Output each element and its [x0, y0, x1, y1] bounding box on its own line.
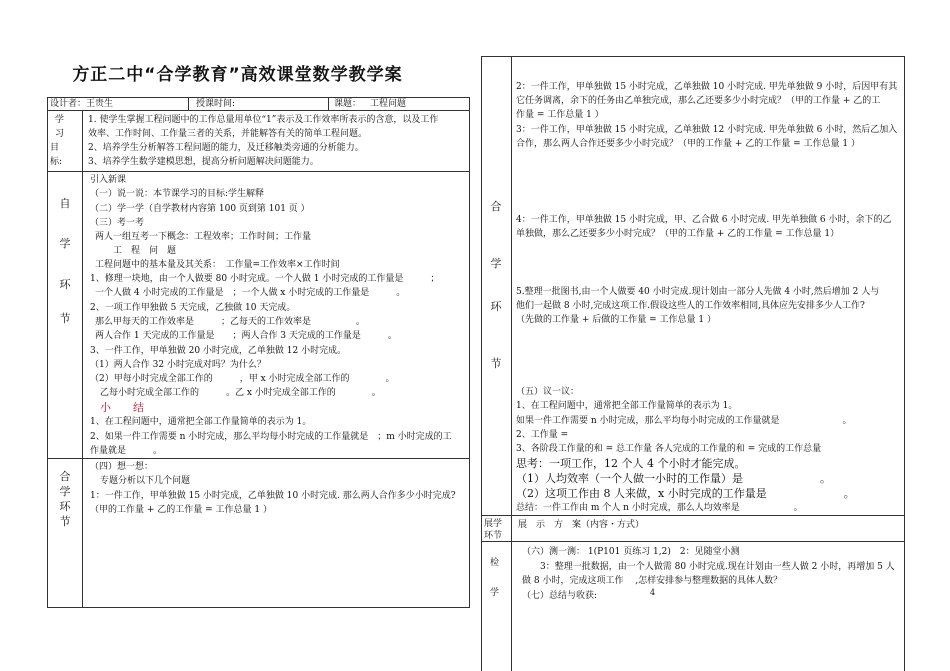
- coop-right-line: （先做的工作量 + 后做的工作量 = 工作总量 1 ）: [516, 315, 716, 325]
- self-study-line: 2、如果一件工作需要 n 小时完成，那么平均每小时完成的工作量就是 ；m 小时完成的工: [90, 432, 452, 442]
- summary-heading: 小 结: [100, 401, 144, 414]
- self-study-line: 乙每小时完成全部工作的 。乙 x 小时完成全部工作的 。: [100, 388, 381, 398]
- coop-right-line: 合作，那么两人合作还要多少小时完成？（甲的工作量 + 乙的工作量 = 工作总量 1 ）: [516, 139, 860, 149]
- coop-line: （甲的工作量 + 乙的工作量 = 工作总量 1 ）: [90, 505, 272, 515]
- self-study-line: 工 程 问 题: [113, 246, 177, 256]
- topic-value: 工程问题: [370, 99, 407, 109]
- coop-right-line: 2：一件工作，甲单独做 15 小时完成，乙单独做 10 小时完成. 甲先单独做 9 小时，后因甲有其: [516, 82, 898, 92]
- goals-label-4: 标:: [50, 157, 63, 167]
- show-label-1: 展学: [484, 519, 503, 529]
- self-study-line: 两人合作 1 天完成的工作量是 ；两人合作 3 天完成的工作量是 。: [95, 331, 397, 341]
- self-study-label-4: 节: [59, 312, 71, 325]
- self-study-label-1: 自: [59, 197, 71, 210]
- coop-right-line: 思考：一项工作，12 个人 4 个小时才能完成。: [516, 457, 746, 470]
- self-study-line: 1、修理一块地，由一个人做要 80 小时完成。一个人做 1 小时完成的工作量是 ；: [90, 274, 440, 284]
- coop-right-line: 1、在工程问题中，通常把全部工作量简单的表示为 1。: [516, 401, 738, 411]
- page-number: 4: [650, 588, 656, 597]
- coop-label-2: 学: [59, 485, 71, 498]
- self-study-line: 一个人做 4 小时完成的工作量是 ；一个人做 x 小时完成的工作量是 。: [95, 288, 406, 298]
- coop-right-line: 5.整理一批图书,由一个人做要 40 小时完成.现计划由一部分人先做 4 小时,然后增加 2 人与: [516, 287, 880, 297]
- goal-line: 效率、工作时间、工作量三者的关系，并能解答有关的简单工程问题。: [88, 129, 368, 139]
- goal-line: 1. 使学生掌握工程问题中的工作总量用单位“1”表示及工作效率所表示的含意，以及工作: [88, 115, 439, 125]
- coop-label-1: 合: [59, 470, 71, 483]
- goals-label-2: 习: [55, 129, 65, 139]
- self-study-line: 作量就是 。: [90, 446, 163, 456]
- self-study-line: 两人一组互考一下概念：工程效率；工作时间；工作量: [95, 232, 312, 242]
- goals-label-3: 目: [50, 143, 60, 153]
- coop-right-line: （1）人均效率（一个人做一小时的工作量）是 。: [516, 472, 831, 485]
- topic-label: 课题：: [334, 99, 362, 109]
- self-study-line: 工程问题中的基本量及其关系： 工作量=工作效率×工作时间: [95, 260, 340, 270]
- coop-right-line: 他们一起做 8 小时,完成这项工作.假设这些人的工作效率相同,具体应先安排多少人工作?: [516, 301, 865, 311]
- self-study-line: （一）说一说：本节课学习的目标:学生解释: [90, 189, 265, 199]
- coop-label-3: 环: [59, 500, 71, 513]
- coop-line: 专题分析以下几个问题: [100, 476, 191, 486]
- teaching-time-field: 授课时间:: [196, 99, 236, 109]
- check-line: （七）总结与收获:: [522, 591, 598, 601]
- coop-right-line: 3、各阶段工作量的和 = 总工作量 各人完成的工作量的和 = 完成的工作总量: [516, 444, 822, 454]
- coop-right-label-1: 合: [490, 200, 502, 213]
- coop-right-line: 单独做，那么乙还要多少小时完成？（甲的工作量 + 乙的工作量 = 工作总量 1）: [516, 229, 840, 239]
- check-line: 做 8 小时，完成这项工作 ,怎样安排参与整理数据的具体人数？: [522, 576, 783, 586]
- self-study-line: 3、一件工作，甲单独做 20 小时完成，乙单独做 12 小时完成。: [90, 346, 347, 356]
- check-line: 3：整理一批数据，由一个人做需 80 小时完成.现在计划由一些人做 2 小时，再增加 5 人: [540, 562, 895, 572]
- coop-right-label-4: 节: [490, 357, 502, 370]
- self-study-line: （三）考一考: [90, 218, 145, 228]
- coop-right-line: 它任务调离，余下的任务由乙单独完成，那么乙还要多少小时完成？（甲的工作量 + 乙的工: [516, 96, 881, 106]
- coop-right-line: 总结：一件工作由 m 个人 n 小时完成，那么人均效率是 。: [516, 503, 803, 513]
- coop-label-4: 节: [59, 515, 71, 528]
- coop-right-line: 2、工作量 =: [516, 430, 569, 440]
- goal-line: 3、培养学生数学建模思想，提高分析问题解决问题能力。: [88, 157, 319, 167]
- self-study-line: 引入新课: [90, 175, 127, 185]
- coop-right-line: （五）议一议：: [516, 387, 580, 397]
- show-content: 展 示 方 案（内容・方式）: [518, 520, 645, 530]
- self-study-line: （1）两人合作 32 小时完成对吗？为什么？: [90, 360, 266, 370]
- designer-field: 设计者：王贵生: [50, 99, 114, 109]
- show-label-2: 环节: [484, 531, 503, 541]
- self-study-line: （二）学一学（自学教材内容第 100 页到第 101 页 ）: [90, 204, 310, 214]
- coop-right-line: 4：一件工作，甲单独做 15 小时完成，甲、乙合做 6 小时完成. 甲先单独做 6 小时，余下的乙: [516, 215, 892, 225]
- self-study-line: （2）甲每小时完成全部工作的 ，甲 x 小时完成全部工作的 。: [90, 374, 395, 384]
- coop-right-line: 如果一件工作需要 n 小时完成，那么平均每小时完成的工作量就是 。: [516, 416, 852, 426]
- coop-line: （四）想一想：: [90, 462, 154, 472]
- coop-right-line: 作量 = 工作总量 1 ）: [516, 110, 604, 120]
- goals-label-1: 学: [55, 115, 65, 125]
- coop-right-line: 3：一件工作，甲单独做 15 小时完成，乙单独做 12 小时完成. 甲先单独做 6 小时，然后乙加入: [516, 125, 898, 135]
- self-study-line: 那么甲每天的工作效率是 ；乙每天的工作效率是 。: [95, 317, 366, 327]
- check-label-1: 检: [490, 558, 500, 568]
- goal-line: 2、培养学生分析解答工程问题的能力，及迁移触类旁通的分析能力。: [88, 143, 364, 153]
- coop-right-line: （2）这项工作由 8 人来做，x 小时完成的工作量是 。: [516, 487, 855, 500]
- self-study-line: 2、一项工作甲独做 5 天完成，乙独做 10 天完成。: [90, 303, 296, 313]
- self-study-line: 1、在工程问题中，通常把全部工作量简单的表示为 1。: [90, 417, 312, 427]
- coop-line: 1：一件工作，甲单独做 15 小时完成，乙单独做 10 小时完成. 那么两人合作多少小时完成?: [90, 491, 456, 501]
- check-line: （六）测一测： 1(P101 页练习 1,2) 2：见随堂小测: [522, 547, 740, 557]
- self-study-label-3: 环: [59, 278, 71, 291]
- check-label-2: 学: [490, 588, 500, 598]
- coop-right-label-2: 学: [490, 257, 502, 270]
- page-title: 方正二中“合学教育”高效课堂数学教学案: [72, 65, 403, 85]
- coop-right-label-3: 环: [490, 300, 502, 313]
- self-study-label-2: 学: [59, 237, 71, 250]
